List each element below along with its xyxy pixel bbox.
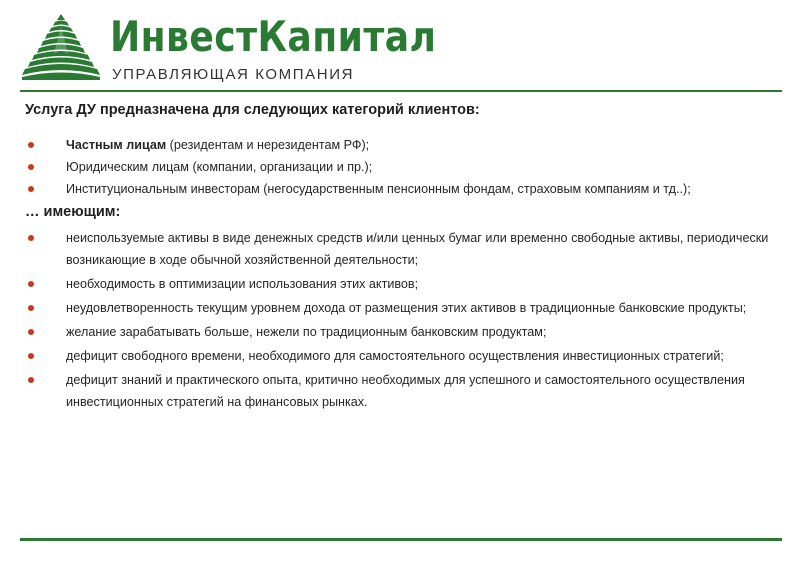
list-item <box>25 321 775 343</box>
item-text: дефицит знаний и практического опыта, критично необходимых для успешного и самостоятельного осуществления инвестиционных стратегий на финансовых рынках. <box>66 373 745 409</box>
brand-subtitle: УПРАВЛЯЮЩАЯ КОМПАНИЯ <box>112 66 355 83</box>
bullet-icon <box>28 281 34 287</box>
list-item <box>25 178 775 200</box>
company-logo-icon <box>22 14 100 80</box>
item-text: Юридическим лицам (компании, организации и пр.); <box>66 160 373 174</box>
list-item <box>25 297 775 319</box>
item-text: (резидентам и нерезидентам РФ); <box>166 138 370 152</box>
section-subtitle: … имеющим: <box>25 204 121 220</box>
header-divider <box>20 90 782 92</box>
bullet-icon <box>28 305 34 311</box>
bullet-icon <box>28 235 34 241</box>
list-item <box>25 156 775 178</box>
item-text: неудовлетворенность текущим уровнем дохода от размещения этих активов в традиционные банковские продукты; <box>66 301 747 315</box>
list-item <box>25 227 775 271</box>
list-item <box>25 345 775 367</box>
list-item <box>25 134 775 156</box>
bullet-icon <box>28 186 34 192</box>
item-text: желание зарабатывать больше, нежели по традиционным банковским продуктам; <box>66 325 547 339</box>
bullet-icon <box>28 142 34 148</box>
list-item <box>25 273 775 295</box>
item-text: необходимость в оптимизации использования этих активов; <box>66 277 419 291</box>
item-text: неиспользуемые активы в виде денежных средств и/или ценных бумаг или временно свободные активы, периодически возникающие в ходе обычной хозяйственной деятельности; <box>66 231 769 267</box>
list-item <box>25 369 775 413</box>
footer-divider <box>20 538 782 541</box>
bullet-icon <box>28 164 34 170</box>
item-text: дефицит свободного времени, необходимого для самостоятельного осуществления инвестиционных стратегий; <box>66 349 724 363</box>
item-lead: Частным лицам <box>66 138 167 152</box>
item-text: Институциональным инвесторам (негосударственным пенсионным фондам, страховым компаниям и тд..); <box>66 182 691 196</box>
page-title: Услуга ДУ предназначена для следующих категорий клиентов: <box>25 102 480 118</box>
bullet-icon <box>28 329 34 335</box>
conditions-list <box>25 227 775 413</box>
slide-content <box>25 101 775 415</box>
bullet-icon <box>28 353 34 359</box>
brand-name: ИнвестКапитал <box>110 12 437 61</box>
bullet-icon <box>28 377 34 383</box>
client-categories-list <box>25 134 775 200</box>
